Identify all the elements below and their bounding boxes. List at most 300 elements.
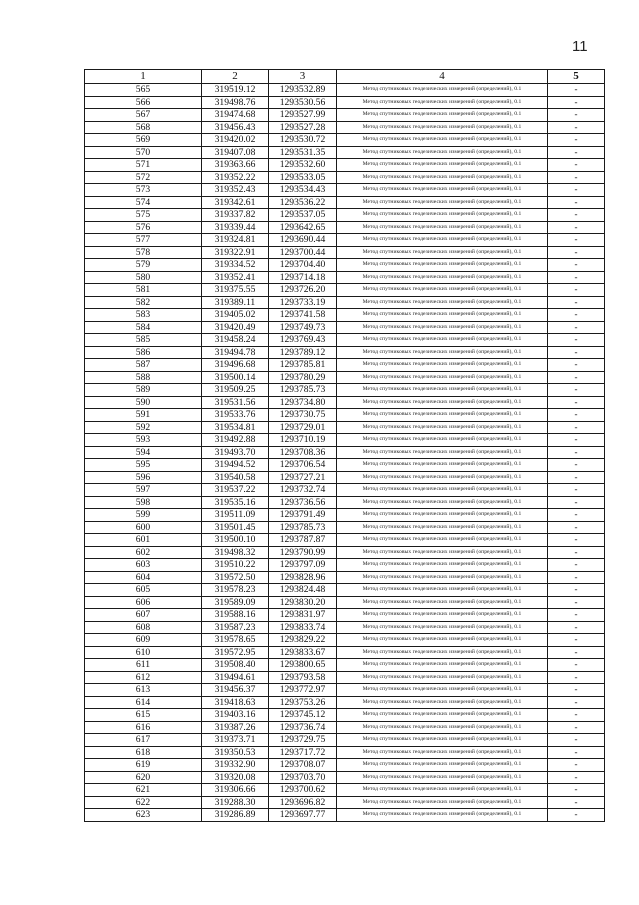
- x-coordinate-cell: 319403.16: [202, 709, 269, 722]
- y-coordinate-cell: 1293789.12: [269, 346, 337, 359]
- description-cell: -: [548, 646, 605, 659]
- header-cell-3: 3: [269, 70, 337, 84]
- x-coordinate-cell: 319519.12: [202, 84, 269, 97]
- point-number-cell: 605: [85, 584, 202, 597]
- x-coordinate-cell: 319320.08: [202, 771, 269, 784]
- y-coordinate-cell: 1293787.87: [269, 534, 337, 547]
- x-coordinate-cell: 319572.95: [202, 646, 269, 659]
- table-row: [85, 396, 605, 409]
- method-accuracy-cell: Метод спутниковых геодезических измерений (определений), 0.1: [337, 296, 548, 309]
- y-coordinate-cell: 1293527.99: [269, 109, 337, 122]
- y-coordinate-cell: 1293533.05: [269, 171, 337, 184]
- x-coordinate-cell: 319494.52: [202, 459, 269, 472]
- table-row: [85, 359, 605, 372]
- description-cell: -: [548, 359, 605, 372]
- x-coordinate-cell: 319578.65: [202, 634, 269, 647]
- method-accuracy-cell: Метод спутниковых геодезических измерений (определений), 0.1: [337, 796, 548, 809]
- y-coordinate-cell: 1293769.43: [269, 334, 337, 347]
- table-row: [85, 609, 605, 622]
- description-cell: -: [548, 184, 605, 197]
- x-coordinate-cell: 319492.88: [202, 434, 269, 447]
- description-cell: -: [548, 509, 605, 522]
- method-accuracy-cell: Метод спутниковых геодезических измерений (определений), 0.1: [337, 259, 548, 272]
- point-number-cell: 580: [85, 271, 202, 284]
- method-accuracy-cell: Метод спутниковых геодезических измерений (определений), 0.1: [337, 734, 548, 747]
- description-cell: -: [548, 309, 605, 322]
- point-number-cell: 597: [85, 484, 202, 497]
- method-accuracy-cell: Метод спутниковых геодезических измерений (определений), 0.1: [337, 559, 548, 572]
- table-row: [85, 134, 605, 147]
- table-row: [85, 671, 605, 684]
- table-row: [85, 496, 605, 509]
- point-number-cell: 570: [85, 146, 202, 159]
- coordinates-table-body: [85, 70, 605, 822]
- point-number-cell: 620: [85, 771, 202, 784]
- description-cell: -: [548, 621, 605, 634]
- method-accuracy-cell: Метод спутниковых геодезических измерений (определений), 0.1: [337, 771, 548, 784]
- description-cell: -: [548, 709, 605, 722]
- x-coordinate-cell: 319339.44: [202, 221, 269, 234]
- x-coordinate-cell: 319352.22: [202, 171, 269, 184]
- y-coordinate-cell: 1293531.35: [269, 146, 337, 159]
- x-coordinate-cell: 319405.02: [202, 309, 269, 322]
- table-header-row: [85, 70, 605, 84]
- x-coordinate-cell: 319456.37: [202, 684, 269, 697]
- table-row: [85, 96, 605, 109]
- description-cell: -: [548, 246, 605, 259]
- method-accuracy-cell: Метод спутниковых геодезических измерений (определений), 0.1: [337, 496, 548, 509]
- y-coordinate-cell: 1293753.26: [269, 696, 337, 709]
- description-cell: -: [548, 134, 605, 147]
- y-coordinate-cell: 1293736.56: [269, 496, 337, 509]
- y-coordinate-cell: 1293749.73: [269, 321, 337, 334]
- y-coordinate-cell: 1293730.75: [269, 409, 337, 422]
- description-cell: -: [548, 671, 605, 684]
- method-accuracy-cell: Метод спутниковых геодезических измерений (определений), 0.1: [337, 609, 548, 622]
- point-number-cell: 578: [85, 246, 202, 259]
- method-accuracy-cell: Метод спутниковых геодезических измерений (определений), 0.1: [337, 621, 548, 634]
- x-coordinate-cell: 319306.66: [202, 784, 269, 797]
- description-cell: -: [548, 721, 605, 734]
- description-cell: -: [548, 746, 605, 759]
- y-coordinate-cell: 1293537.05: [269, 209, 337, 222]
- point-number-cell: 579: [85, 259, 202, 272]
- y-coordinate-cell: 1293729.75: [269, 734, 337, 747]
- y-coordinate-cell: 1293530.56: [269, 96, 337, 109]
- y-coordinate-cell: 1293729.01: [269, 421, 337, 434]
- method-accuracy-cell: Метод спутниковых геодезических измерений (определений), 0.1: [337, 109, 548, 122]
- description-cell: -: [548, 271, 605, 284]
- x-coordinate-cell: 319511.09: [202, 509, 269, 522]
- header-cell-2: 2: [202, 70, 269, 84]
- method-accuracy-cell: Метод спутниковых геодезических измерений (определений), 0.1: [337, 359, 548, 372]
- y-coordinate-cell: 1293736.74: [269, 721, 337, 734]
- y-coordinate-cell: 1293534.43: [269, 184, 337, 197]
- table-row: [85, 146, 605, 159]
- x-coordinate-cell: 319407.08: [202, 146, 269, 159]
- y-coordinate-cell: 1293704.40: [269, 259, 337, 272]
- x-coordinate-cell: 319458.24: [202, 334, 269, 347]
- x-coordinate-cell: 319389.11: [202, 296, 269, 309]
- method-accuracy-cell: Метод спутниковых геодезических измерений (определений), 0.1: [337, 409, 548, 422]
- point-number-cell: 589: [85, 384, 202, 397]
- point-number-cell: 601: [85, 534, 202, 547]
- x-coordinate-cell: 319509.25: [202, 384, 269, 397]
- x-coordinate-cell: 319420.02: [202, 134, 269, 147]
- description-cell: -: [548, 434, 605, 447]
- x-coordinate-cell: 319501.45: [202, 521, 269, 534]
- table-row: [85, 221, 605, 234]
- x-coordinate-cell: 319420.49: [202, 321, 269, 334]
- point-number-cell: 593: [85, 434, 202, 447]
- y-coordinate-cell: 1293532.60: [269, 159, 337, 172]
- x-coordinate-cell: 319533.76: [202, 409, 269, 422]
- method-accuracy-cell: Метод спутниковых геодезических измерений (определений), 0.1: [337, 196, 548, 209]
- table-row: [85, 721, 605, 734]
- description-cell: -: [548, 121, 605, 134]
- table-row: [85, 84, 605, 97]
- method-accuracy-cell: Метод спутниковых геодезических измерений (определений), 0.1: [337, 646, 548, 659]
- y-coordinate-cell: 1293642.65: [269, 221, 337, 234]
- y-coordinate-cell: 1293741.58: [269, 309, 337, 322]
- description-cell: -: [548, 659, 605, 672]
- y-coordinate-cell: 1293833.74: [269, 621, 337, 634]
- table-row: [85, 734, 605, 747]
- description-cell: -: [548, 559, 605, 572]
- x-coordinate-cell: 319493.70: [202, 446, 269, 459]
- x-coordinate-cell: 319363.66: [202, 159, 269, 172]
- point-number-cell: 587: [85, 359, 202, 372]
- point-number-cell: 592: [85, 421, 202, 434]
- y-coordinate-cell: 1293830.20: [269, 596, 337, 609]
- x-coordinate-cell: 319540.58: [202, 471, 269, 484]
- description-cell: -: [548, 221, 605, 234]
- description-cell: -: [548, 734, 605, 747]
- description-cell: -: [548, 196, 605, 209]
- table-row: [85, 471, 605, 484]
- point-number-cell: 581: [85, 284, 202, 297]
- method-accuracy-cell: Метод спутниковых геодезических измерений (определений), 0.1: [337, 334, 548, 347]
- table-row: [85, 171, 605, 184]
- y-coordinate-cell: 1293733.19: [269, 296, 337, 309]
- table-row: [85, 596, 605, 609]
- table-row: [85, 746, 605, 759]
- table-row: [85, 634, 605, 647]
- y-coordinate-cell: 1293828.96: [269, 571, 337, 584]
- description-cell: -: [548, 334, 605, 347]
- table-row: [85, 571, 605, 584]
- point-number-cell: 585: [85, 334, 202, 347]
- table-row: [85, 271, 605, 284]
- x-coordinate-cell: 319572.50: [202, 571, 269, 584]
- description-cell: -: [548, 171, 605, 184]
- point-number-cell: 611: [85, 659, 202, 672]
- method-accuracy-cell: Метод спутниковых геодезических измерений (определений), 0.1: [337, 396, 548, 409]
- point-number-cell: 572: [85, 171, 202, 184]
- y-coordinate-cell: 1293745.12: [269, 709, 337, 722]
- x-coordinate-cell: 319537.22: [202, 484, 269, 497]
- description-cell: -: [548, 321, 605, 334]
- point-number-cell: 602: [85, 546, 202, 559]
- method-accuracy-cell: Метод спутниковых геодезических измерений (определений), 0.1: [337, 759, 548, 772]
- point-number-cell: 566: [85, 96, 202, 109]
- point-number-cell: 565: [85, 84, 202, 97]
- point-number-cell: 582: [85, 296, 202, 309]
- x-coordinate-cell: 319350.53: [202, 746, 269, 759]
- point-number-cell: 607: [85, 609, 202, 622]
- y-coordinate-cell: 1293710.19: [269, 434, 337, 447]
- x-coordinate-cell: 319494.61: [202, 671, 269, 684]
- table-row: [85, 284, 605, 297]
- table-row: [85, 771, 605, 784]
- x-coordinate-cell: 319352.43: [202, 184, 269, 197]
- y-coordinate-cell: 1293527.28: [269, 121, 337, 134]
- x-coordinate-cell: 319588.16: [202, 609, 269, 622]
- description-cell: -: [548, 496, 605, 509]
- point-number-cell: 575: [85, 209, 202, 222]
- y-coordinate-cell: 1293690.44: [269, 234, 337, 247]
- point-number-cell: 598: [85, 496, 202, 509]
- table-row: [85, 259, 605, 272]
- y-coordinate-cell: 1293703.70: [269, 771, 337, 784]
- x-coordinate-cell: 319500.14: [202, 371, 269, 384]
- x-coordinate-cell: 319375.55: [202, 284, 269, 297]
- description-cell: -: [548, 796, 605, 809]
- point-number-cell: 614: [85, 696, 202, 709]
- header-cell-5: 5: [548, 70, 605, 84]
- table-row: [85, 334, 605, 347]
- x-coordinate-cell: 319322.91: [202, 246, 269, 259]
- y-coordinate-cell: 1293696.82: [269, 796, 337, 809]
- method-accuracy-cell: Метод спутниковых геодезических измерений (определений), 0.1: [337, 184, 548, 197]
- method-accuracy-cell: Метод спутниковых геодезических измерений (определений), 0.1: [337, 696, 548, 709]
- table-row: [85, 759, 605, 772]
- point-number-cell: 621: [85, 784, 202, 797]
- description-cell: -: [548, 209, 605, 222]
- y-coordinate-cell: 1293780.29: [269, 371, 337, 384]
- header-cell-1: 1: [85, 70, 202, 84]
- method-accuracy-cell: Метод спутниковых геодезических измерений (определений), 0.1: [337, 146, 548, 159]
- point-number-cell: 612: [85, 671, 202, 684]
- method-accuracy-cell: Метод спутниковых геодезических измерений (определений), 0.1: [337, 484, 548, 497]
- table-row: [85, 296, 605, 309]
- description-cell: -: [548, 471, 605, 484]
- x-coordinate-cell: 319589.09: [202, 596, 269, 609]
- table-row: [85, 446, 605, 459]
- method-accuracy-cell: Метод спутниковых геодезических измерений (определений), 0.1: [337, 271, 548, 284]
- point-number-cell: 622: [85, 796, 202, 809]
- x-coordinate-cell: 319500.10: [202, 534, 269, 547]
- y-coordinate-cell: 1293708.36: [269, 446, 337, 459]
- y-coordinate-cell: 1293532.89: [269, 84, 337, 97]
- table-row: [85, 784, 605, 797]
- method-accuracy-cell: Метод спутниковых геодезических измерений (определений), 0.1: [337, 434, 548, 447]
- point-number-cell: 599: [85, 509, 202, 522]
- point-number-cell: 615: [85, 709, 202, 722]
- point-number-cell: 573: [85, 184, 202, 197]
- method-accuracy-cell: Метод спутниковых геодезических измерений (определений), 0.1: [337, 809, 548, 822]
- y-coordinate-cell: 1293530.72: [269, 134, 337, 147]
- description-cell: -: [548, 146, 605, 159]
- description-cell: -: [548, 584, 605, 597]
- method-accuracy-cell: Метод спутниковых геодезических измерений (определений), 0.1: [337, 534, 548, 547]
- method-accuracy-cell: Метод спутниковых геодезических измерений (определений), 0.1: [337, 384, 548, 397]
- point-number-cell: 618: [85, 746, 202, 759]
- method-accuracy-cell: Метод спутниковых геодезических измерений (определений), 0.1: [337, 671, 548, 684]
- x-coordinate-cell: 319496.68: [202, 359, 269, 372]
- method-accuracy-cell: Метод спутниковых геодезических измерений (определений), 0.1: [337, 346, 548, 359]
- description-cell: -: [548, 371, 605, 384]
- table-row: [85, 646, 605, 659]
- point-number-cell: 613: [85, 684, 202, 697]
- table-row: [85, 584, 605, 597]
- y-coordinate-cell: 1293772.97: [269, 684, 337, 697]
- description-cell: -: [548, 296, 605, 309]
- method-accuracy-cell: Метод спутниковых геодезических измерений (определений), 0.1: [337, 371, 548, 384]
- y-coordinate-cell: 1293536.22: [269, 196, 337, 209]
- description-cell: -: [548, 459, 605, 472]
- table-row: [85, 509, 605, 522]
- method-accuracy-cell: Метод спутниковых геодезических измерений (определений), 0.1: [337, 84, 548, 97]
- point-number-cell: 576: [85, 221, 202, 234]
- description-cell: -: [548, 84, 605, 97]
- point-number-cell: 596: [85, 471, 202, 484]
- y-coordinate-cell: 1293791.49: [269, 509, 337, 522]
- table-row: [85, 371, 605, 384]
- point-number-cell: 591: [85, 409, 202, 422]
- table-row: [85, 159, 605, 172]
- point-number-cell: 583: [85, 309, 202, 322]
- method-accuracy-cell: Метод спутниковых геодезических измерений (определений), 0.1: [337, 234, 548, 247]
- x-coordinate-cell: 319587.23: [202, 621, 269, 634]
- point-number-cell: 608: [85, 621, 202, 634]
- method-accuracy-cell: Метод спутниковых геодезических измерений (определений), 0.1: [337, 321, 548, 334]
- point-number-cell: 595: [85, 459, 202, 472]
- y-coordinate-cell: 1293708.07: [269, 759, 337, 772]
- description-cell: -: [548, 259, 605, 272]
- coordinates-table: [84, 69, 605, 822]
- x-coordinate-cell: 319342.61: [202, 196, 269, 209]
- x-coordinate-cell: 319498.32: [202, 546, 269, 559]
- x-coordinate-cell: 319578.23: [202, 584, 269, 597]
- method-accuracy-cell: Метод спутниковых геодезических измерений (определений), 0.1: [337, 171, 548, 184]
- table-row: [85, 209, 605, 222]
- method-accuracy-cell: Метод спутниковых геодезических измерений (определений), 0.1: [337, 209, 548, 222]
- method-accuracy-cell: Метод спутниковых геодезических измерений (определений), 0.1: [337, 509, 548, 522]
- method-accuracy-cell: Метод спутниковых геодезических измерений (определений), 0.1: [337, 471, 548, 484]
- method-accuracy-cell: Метод спутниковых геодезических измерений (определений), 0.1: [337, 284, 548, 297]
- description-cell: -: [548, 421, 605, 434]
- y-coordinate-cell: 1293732.74: [269, 484, 337, 497]
- description-cell: -: [548, 771, 605, 784]
- method-accuracy-cell: Метод спутниковых геодезических измерений (определений), 0.1: [337, 571, 548, 584]
- description-cell: -: [548, 446, 605, 459]
- point-number-cell: 584: [85, 321, 202, 334]
- point-number-cell: 569: [85, 134, 202, 147]
- point-number-cell: 577: [85, 234, 202, 247]
- method-accuracy-cell: Метод спутниковых геодезических измерений (определений), 0.1: [337, 709, 548, 722]
- table-row: [85, 421, 605, 434]
- x-coordinate-cell: 319334.52: [202, 259, 269, 272]
- x-coordinate-cell: 319288.30: [202, 796, 269, 809]
- description-cell: -: [548, 759, 605, 772]
- description-cell: -: [548, 346, 605, 359]
- table-row: [85, 384, 605, 397]
- description-cell: -: [548, 546, 605, 559]
- method-accuracy-cell: Метод спутниковых геодезических измерений (определений), 0.1: [337, 546, 548, 559]
- method-accuracy-cell: Метод спутниковых геодезических измерений (определений), 0.1: [337, 746, 548, 759]
- method-accuracy-cell: Метод спутниковых геодезических измерений (определений), 0.1: [337, 221, 548, 234]
- table-row: [85, 184, 605, 197]
- point-number-cell: 571: [85, 159, 202, 172]
- table-row: [85, 246, 605, 259]
- x-coordinate-cell: 319332.90: [202, 759, 269, 772]
- table-row: [85, 234, 605, 247]
- x-coordinate-cell: 319494.78: [202, 346, 269, 359]
- table-row: [85, 659, 605, 672]
- method-accuracy-cell: Метод спутниковых геодезических измерений (определений), 0.1: [337, 784, 548, 797]
- method-accuracy-cell: Метод спутниковых геодезических измерений (определений), 0.1: [337, 584, 548, 597]
- x-coordinate-cell: 319373.71: [202, 734, 269, 747]
- y-coordinate-cell: 1293785.81: [269, 359, 337, 372]
- method-accuracy-cell: Метод спутниковых геодезических измерений (определений), 0.1: [337, 309, 548, 322]
- description-cell: -: [548, 396, 605, 409]
- y-coordinate-cell: 1293700.44: [269, 246, 337, 259]
- description-cell: -: [548, 534, 605, 547]
- x-coordinate-cell: 319418.63: [202, 696, 269, 709]
- y-coordinate-cell: 1293700.62: [269, 784, 337, 797]
- description-cell: -: [548, 384, 605, 397]
- x-coordinate-cell: 319387.26: [202, 721, 269, 734]
- table-row: [85, 621, 605, 634]
- point-number-cell: 574: [85, 196, 202, 209]
- table-row: [85, 696, 605, 709]
- table-row: [85, 121, 605, 134]
- y-coordinate-cell: 1293793.58: [269, 671, 337, 684]
- table-row: [85, 346, 605, 359]
- x-coordinate-cell: 319510.22: [202, 559, 269, 572]
- description-cell: -: [548, 409, 605, 422]
- point-number-cell: 594: [85, 446, 202, 459]
- point-number-cell: 603: [85, 559, 202, 572]
- y-coordinate-cell: 1293734.80: [269, 396, 337, 409]
- method-accuracy-cell: Метод спутниковых геодезических измерений (определений), 0.1: [337, 96, 548, 109]
- method-accuracy-cell: Метод спутниковых геодезических измерений (определений), 0.1: [337, 446, 548, 459]
- table-row: [85, 684, 605, 697]
- table-row: [85, 809, 605, 822]
- method-accuracy-cell: Метод спутниковых геодезических измерений (определений), 0.1: [337, 246, 548, 259]
- table-row: [85, 321, 605, 334]
- y-coordinate-cell: 1293824.48: [269, 584, 337, 597]
- table-row: [85, 459, 605, 472]
- point-number-cell: 609: [85, 634, 202, 647]
- point-number-cell: 590: [85, 396, 202, 409]
- y-coordinate-cell: 1293726.20: [269, 284, 337, 297]
- table-row: [85, 559, 605, 572]
- y-coordinate-cell: 1293833.67: [269, 646, 337, 659]
- table-row: [85, 546, 605, 559]
- description-cell: -: [548, 521, 605, 534]
- description-cell: -: [548, 596, 605, 609]
- table-row: [85, 409, 605, 422]
- x-coordinate-cell: 319535.16: [202, 496, 269, 509]
- table-row: [85, 796, 605, 809]
- table-row: [85, 309, 605, 322]
- description-cell: -: [548, 571, 605, 584]
- y-coordinate-cell: 1293800.65: [269, 659, 337, 672]
- y-coordinate-cell: 1293714.18: [269, 271, 337, 284]
- y-coordinate-cell: 1293727.21: [269, 471, 337, 484]
